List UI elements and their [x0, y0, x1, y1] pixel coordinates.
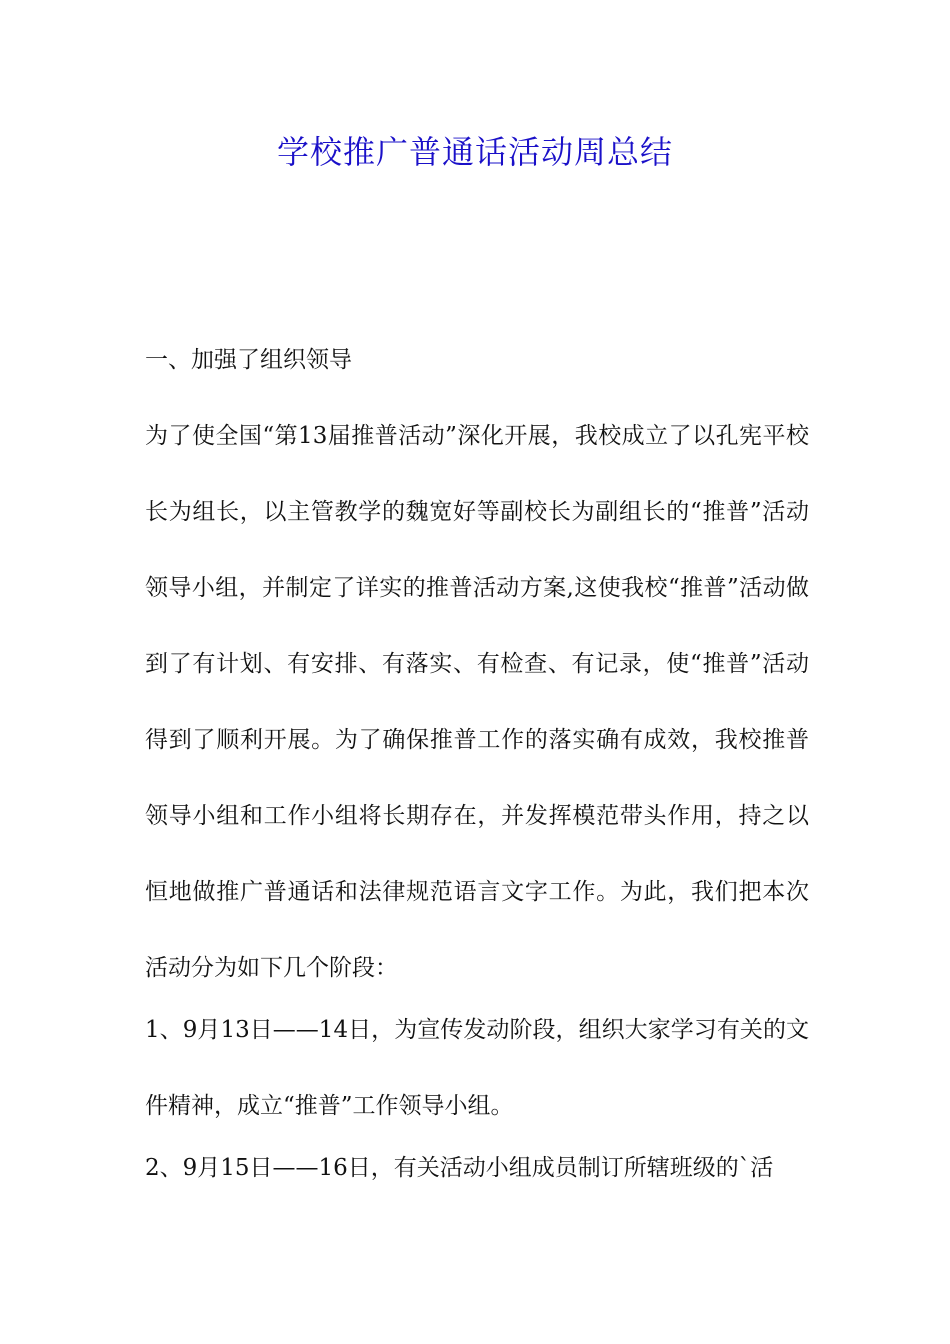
document-body: [145, 336, 809, 1206]
paragraph-stage-2: 2、9月15日——16日，有关活动小组成员制订所辖班级的`活: [145, 1155, 774, 1181]
document-title: 学校推广普通话活动周总结: [276, 133, 673, 171]
paragraph-organization: 为了使全国“第13届推普活动”深化开展，我校成立了以孔宪平校长为组长，以主管教学的魏宽好等副校长为副组长的“推普”活动领导小组，并制定了详实的推普活动方案,这使我校“推普”活动做到了有计划、有安排、有落实、有检查、有记录，使“推普”活动得到了顺利开展。为了确保推普工作的落实确有成效，我校推普领导小组和工作小组将长期存在，并发挥模范带头作用，持之以恒地做推广普通话和法律规范语言文字工作。为此，我们把本次活动分为如下几个阶段：: [145, 423, 809, 981]
section-heading: 一、加强了组织领导: [145, 347, 352, 373]
paragraph-stage-1: 1、9月13日——14日，为宣传发动阶段，组织大家学习有关的文件精神，成立“推普”工作领导小组。: [145, 1017, 809, 1119]
